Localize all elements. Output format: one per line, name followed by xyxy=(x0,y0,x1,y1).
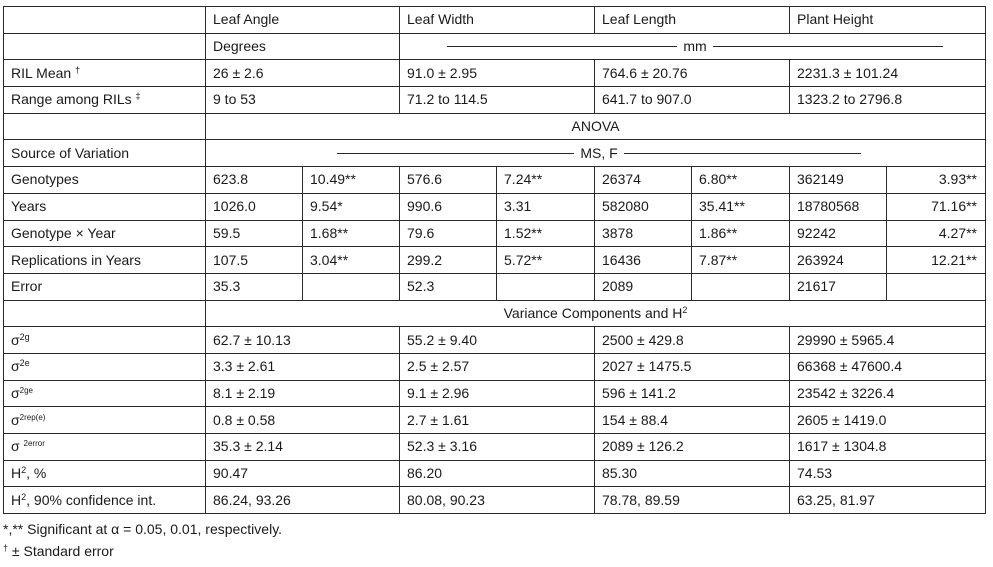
table-cell: 5.72** xyxy=(497,247,595,274)
table-cell: 154 ± 88.4 xyxy=(595,407,790,434)
anova-unit-row xyxy=(4,140,986,167)
table-cell: 16436 xyxy=(595,247,692,274)
row-label: RIL Mean † xyxy=(4,60,206,87)
col-header-leaf-angle: Leaf Angle xyxy=(206,7,400,34)
data-table xyxy=(3,6,986,514)
table-cell: 7.24** xyxy=(497,167,595,194)
table-cell: 62.7 ± 10.13 xyxy=(206,327,400,354)
footnotes xyxy=(3,518,282,562)
table-row xyxy=(4,220,986,247)
table-cell: 2231.3 ± 101.24 xyxy=(790,60,986,87)
row-label: Genotype × Year xyxy=(4,220,206,247)
table-cell: 3.93** xyxy=(887,167,986,194)
table-cell: 1.68** xyxy=(303,220,400,247)
table-cell: 86.20 xyxy=(400,460,595,487)
table-cell xyxy=(497,273,595,300)
table-cell: 18780568 xyxy=(790,193,887,220)
row-label: $\sigma^{2rep(e)}$ xyxy=(4,407,206,434)
table-cell: 91.0 ± 2.95 xyxy=(400,60,595,87)
table-cell: 7.87** xyxy=(692,247,790,274)
unit-mm-cell xyxy=(400,33,986,60)
table-cell xyxy=(887,273,986,300)
table-cell: 576.6 xyxy=(400,167,497,194)
table-cell: 2500 ± 429.8 xyxy=(595,327,790,354)
table-cell: 2.5 ± 2.57 xyxy=(400,353,595,380)
table-cell: 4.27** xyxy=(887,220,986,247)
table-cell: 2089 ± 126.2 xyxy=(595,434,790,461)
table-cell: 21617 xyxy=(790,273,887,300)
table-row xyxy=(4,460,986,487)
table-cell: 55.2 ± 9.40 xyxy=(400,327,595,354)
table-cell: 2027 ± 1475.5 xyxy=(595,353,790,380)
table-cell: 9 to 53 xyxy=(206,87,400,114)
col-header-plant-height: Plant Height xyxy=(790,7,986,34)
row-label: σ $^{2error}$ xyxy=(4,434,206,461)
unit-row-blank xyxy=(4,33,206,60)
row-label: $\sigma^{2ge}$ xyxy=(4,380,206,407)
table-cell: 74.53 xyxy=(790,460,986,487)
table-cell: 6.80** xyxy=(692,167,790,194)
table-cell: 2605 ± 1419.0 xyxy=(790,407,986,434)
table-cell: 764.6 ± 20.76 xyxy=(595,60,790,87)
anova-title: ANOVA xyxy=(206,113,986,140)
table-row xyxy=(4,273,986,300)
footnote-standard-error: † ± Standard error xyxy=(3,543,114,559)
row-label: Years xyxy=(4,193,206,220)
ms-f-unit: MS, F xyxy=(580,144,618,161)
row-label: $\sigma^{2g}$ xyxy=(4,327,206,354)
corner-cell xyxy=(4,7,206,34)
variance-title-blank xyxy=(4,300,206,327)
table-cell: 26374 xyxy=(595,167,692,194)
table-cell: 1617 ± 1304.8 xyxy=(790,434,986,461)
anova-title-row xyxy=(4,113,986,140)
table-row xyxy=(4,434,986,461)
table-cell: 59.5 xyxy=(206,220,303,247)
table-row xyxy=(4,380,986,407)
row-label: Range among RILs ‡ xyxy=(4,87,206,114)
table-cell: 92242 xyxy=(790,220,887,247)
table-cell xyxy=(692,273,790,300)
table-cell: 29990 ± 5965.4 xyxy=(790,327,986,354)
table-cell: 990.6 xyxy=(400,193,497,220)
anova-title-blank xyxy=(4,113,206,140)
table-row xyxy=(4,327,986,354)
table-cell: 641.7 to 907.0 xyxy=(595,87,790,114)
table-cell: 8.1 ± 2.19 xyxy=(206,380,400,407)
row-label: Genotypes xyxy=(4,167,206,194)
table-cell: 10.49** xyxy=(303,167,400,194)
row-label: $\sigma^{2e}$ xyxy=(4,353,206,380)
table-cell: 0.8 ± 0.58 xyxy=(206,407,400,434)
table-row xyxy=(4,167,986,194)
variance-body xyxy=(4,327,986,514)
unit-row xyxy=(4,33,986,60)
table-cell: 623.8 xyxy=(206,167,303,194)
ms-f-unit-cell xyxy=(206,140,986,167)
variance-title-row xyxy=(4,300,986,327)
table-cell: 9.1 ± 2.96 xyxy=(400,380,595,407)
table-cell: 63.25, 81.97 xyxy=(790,487,986,514)
table-row xyxy=(4,193,986,220)
table-row xyxy=(4,487,986,514)
table-cell: 71.2 to 114.5 xyxy=(400,87,595,114)
table-cell: 86.24, 93.26 xyxy=(206,487,400,514)
table-cell: 66368 ± 47600.4 xyxy=(790,353,986,380)
table-cell: 2.7 ± 1.61 xyxy=(400,407,595,434)
table-cell: 1323.2 to 2796.8 xyxy=(790,87,986,114)
anova-body xyxy=(4,167,986,300)
row-label: $H^2$, % xyxy=(4,460,206,487)
table-row-ril-mean xyxy=(4,60,986,87)
table-cell: 23542 ± 3226.4 xyxy=(790,380,986,407)
row-label: Error xyxy=(4,273,206,300)
table-cell: 582080 xyxy=(595,193,692,220)
footnote-significance: *,** Significant at α = 0.05, 0.01, respectively. xyxy=(3,521,283,537)
table-cell: 107.5 xyxy=(206,247,303,274)
table-cell xyxy=(303,273,400,300)
table-row xyxy=(4,353,986,380)
table-cell: 80.08, 90.23 xyxy=(400,487,595,514)
table-cell: 85.30 xyxy=(595,460,790,487)
table-row xyxy=(4,247,986,274)
header-row xyxy=(4,7,986,34)
table-cell: 35.3 xyxy=(206,273,303,300)
table-cell: 26 ± 2.6 xyxy=(206,60,400,87)
table-cell: 79.6 xyxy=(400,220,497,247)
table-cell: 12.21** xyxy=(887,247,986,274)
table-cell: 9.54* xyxy=(303,193,400,220)
table-cell: 2089 xyxy=(595,273,692,300)
table-cell: 1.52** xyxy=(497,220,595,247)
table-cell: 1026.0 xyxy=(206,193,303,220)
table-cell: 596 ± 141.2 xyxy=(595,380,790,407)
unit-degrees: Degrees xyxy=(206,33,400,60)
unit-mm: mm xyxy=(683,38,707,55)
table-cell: 35.41** xyxy=(692,193,790,220)
table-cell: 35.3 ± 2.14 xyxy=(206,434,400,461)
table-cell: 299.2 xyxy=(400,247,497,274)
row-label: Replications in Years xyxy=(4,247,206,274)
table-row-range xyxy=(4,87,986,114)
row-label: $H^2$, 90% confidence int. xyxy=(4,487,206,514)
table-cell: 1.86** xyxy=(692,220,790,247)
table-cell: 3.31 xyxy=(497,193,595,220)
table-cell: 78.78, 89.59 xyxy=(595,487,790,514)
table-row xyxy=(4,407,986,434)
variance-title: Variance Components and $H^2$ xyxy=(206,300,986,327)
table-cell: 3.04** xyxy=(303,247,400,274)
table-cell: 3.3 ± 2.61 xyxy=(206,353,400,380)
table-cell: 71.16** xyxy=(887,193,986,220)
table-cell: 263924 xyxy=(790,247,887,274)
table-cell: 90.47 xyxy=(206,460,400,487)
table-cell: 52.3 ± 3.16 xyxy=(400,434,595,461)
table-cell: 3878 xyxy=(595,220,692,247)
source-of-variation-label: Source of Variation xyxy=(4,140,206,167)
col-header-leaf-length: Leaf Length xyxy=(595,7,790,34)
table-cell: 362149 xyxy=(790,167,887,194)
col-header-leaf-width: Leaf Width xyxy=(400,7,595,34)
table-cell: 52.3 xyxy=(400,273,497,300)
